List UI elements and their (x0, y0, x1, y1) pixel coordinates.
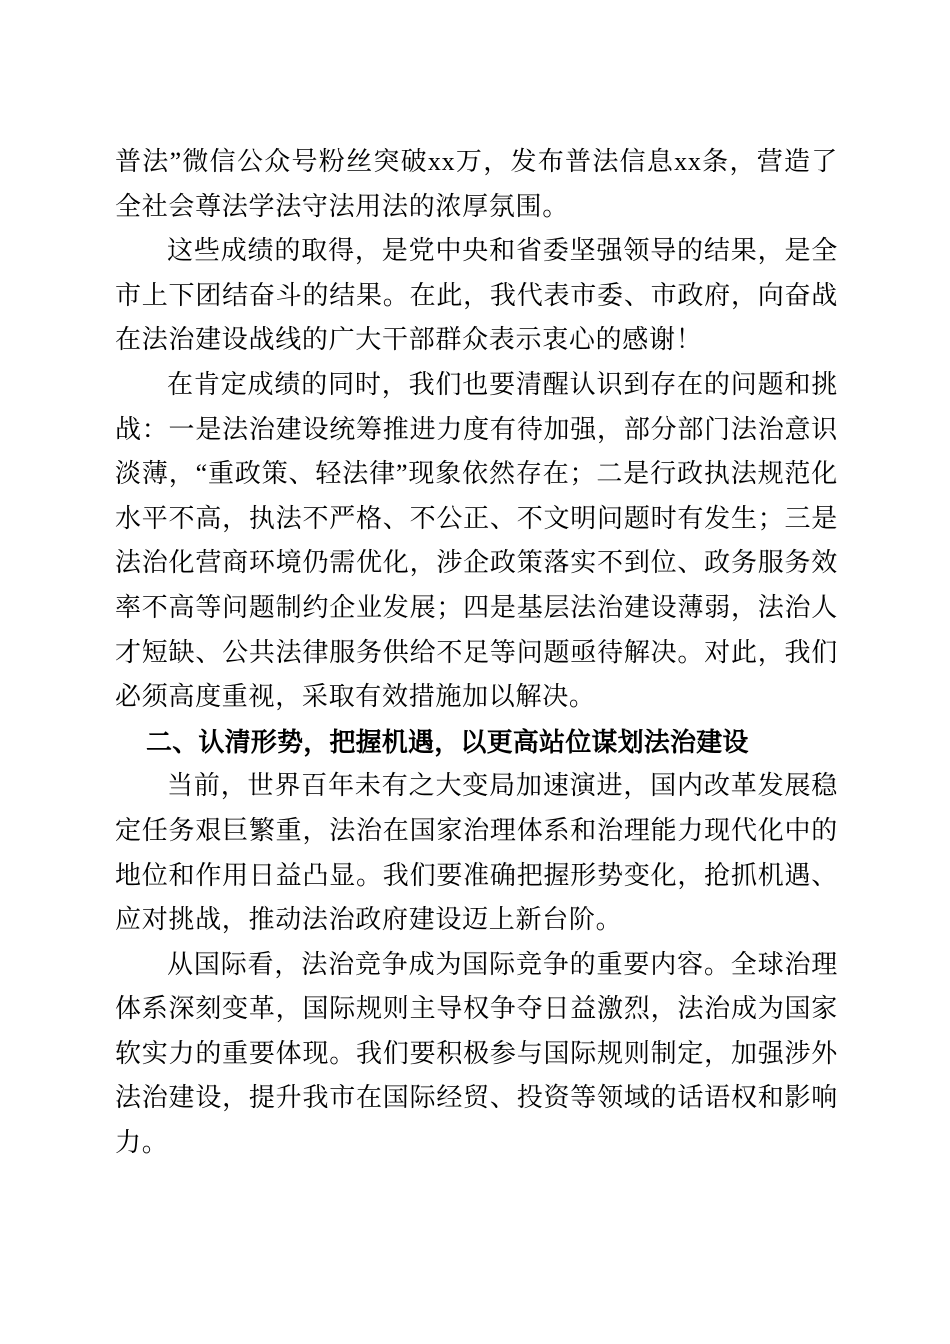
body-paragraph-achievements-thanks: 这些成绩的取得，是党中央和省委坚强领导的结果，是全市上下团结奋斗的结果。在此，我代表市委、市政府，向奋战在法治建设战线的广大干部群众表示衷心的感谢！ (115, 236, 838, 355)
body-paragraph-international-view: 从国际看，法治竞争成为国际竞争的重要内容。全球治理体系深刻变革，国际规则主导权争夺日益激烈，法治成为国家软实力的重要体现。我们要积极参与国际规则制定，加强涉外法治建设，提升我市在国际经贸、投资等领域的话语权和影响力。 (115, 949, 838, 1158)
section-heading-two: 二、认清形势，把握机遇，以更高站位谋划法治建设 (146, 726, 749, 757)
body-paragraph-problems-challenges: 在肯定成绩的同时，我们也要清醒认识到存在的问题和挑战：一是法治建设统筹推进力度有待加强，部分部门法治意识淡薄，“重政策、轻法律”现象依然存在；二是行政执法规范化水平不高，执法不严格、不公正、不文明问题时有发生；三是法治化营商环境仍需优化，涉企政策落实不到位、政务服务效率不高等问题制约企业发展；四是基层法治建设薄弱，法治人才短缺、公共法律服务供给不足等问题亟待解决。对此，我们必须高度重视，采取有效措施加以解决。 (115, 369, 838, 712)
body-paragraph-current-situation: 当前，世界百年未有之大变局加速演进，国内改革发展稳定任务艰巨繁重，法治在国家治理体系和治理能力现代化中的地位和作用日益凸显。我们要准确把握形势变化，抢抓机遇、应对挑战，推动法治政府建设迈上新台阶。 (115, 771, 838, 935)
body-paragraph-legal-publicity: 普法”微信公众号粉丝突破xx万，发布普法信息xx条，营造了全社会尊法学法守法用法的浓厚氛围。 (115, 147, 838, 221)
